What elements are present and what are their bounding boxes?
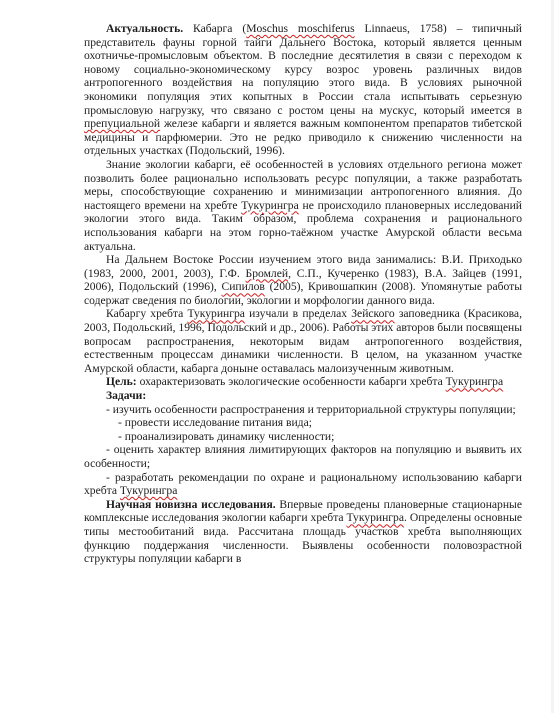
spellcheck-word[interactable]: Moschus moschiferus [246,22,355,35]
spellcheck-word[interactable]: Тукурингра [445,375,504,389]
paragraph-reserve-studies [84,307,522,375]
spellcheck-word[interactable]: Тукурингра [346,511,404,525]
spellcheck-word[interactable]: Тукурингра [187,307,245,321]
text-run: - разработать рекомендации по охране и рациональному использованию кабарги хребта [84,470,522,498]
text-run: Linnaeus, 1758) – типичный представитель фауны горной тайги Дальнего Востока, который является ценным охотничье-промысловым объектом. В последние десятилетия в связи с переходом к новому социально-экономическому курсу возрос уровень различных видов антропогенного воздействия на популяцию этого вида. В условиях рыночной экономики популяция этих копытных в России стала испытывать серьезную промысловую нагрузку, что связано с ростом цены на мускус, который имеется в [84,22,522,117]
text-run: (2005), Кривошапкин (2008). Упомянутые работы содержат сведения по биологии, экологии и морфологии данного вида. [84,280,523,307]
text-run: , С.П., Кучеренко (1983), В.А. Зайцев (1991, 2006), Подольский (1996), [84,266,522,294]
spellcheck-word[interactable]: Зейского [351,307,395,321]
text-run: железе кабарги и является важным компонентом препаратов тибетской медицины и парфюмерии. Это не редко приводило к снижению численности на отдельных участках (Подольский, 1996). [84,117,522,158]
spellcheck-word[interactable]: Сипилов [221,280,265,294]
paragraph-relevance [84,22,522,158]
text-run: Кабарга ( [183,22,247,35]
paragraph-researchers [84,253,522,307]
paragraph-goal [84,375,522,389]
text-run: изучали в пределах [244,307,352,321]
text-run: На Дальнем Востоке России изучением этого вида занимались: В.И. Приходько (1983, 2000, 2001, 2003), Г.Ф. [84,253,522,280]
text-run: Кабаргу хребта [106,307,188,321]
text-run: . Определены основные типы местообитаний вида. Рассчитана площадь участков хребта выполняющих функцию поддержания численности. Выявлены особенности половозрастной структуры популяции кабарги в [84,511,522,566]
document-body [84,22,522,566]
goal-label: Цель: [106,375,137,389]
task-item: - проанализировать динамику численности; [118,429,335,443]
text-run: заповедника (Красикова, 2003, Подольский, 1996, Подольский и др., 2006). Работы этих авторов были посвящены вопросам распространения, некоторым видам антропогенного воздействия, естественным процессам динамики численности. В целом, на указанном участке Амурской области, кабарга доныне оставалась малоизученным животным. [84,307,522,375]
tasks-label: Задачи: [106,389,147,403]
spellcheck-word[interactable]: Бромлей [245,266,289,280]
spellcheck-word[interactable]: препуциальной [84,117,161,131]
spellcheck-word[interactable]: Тукурингра [119,484,178,498]
task-item [84,471,522,498]
task-item: - оценить характер влияния лимитирующих факторов на популяцию и выявить их особенности; [84,443,522,470]
novelty-heading: Научная новизна исследования. [106,497,276,511]
spellcheck-word[interactable]: Тукурингра [241,198,299,212]
text-run: Знание экологии кабарги, её особенностей в условиях отдельного региона может позволить более рационально использовать ресурс популяции, а также разработать меры, способствующие сохранению и минимизации антропогенного влияния. До настоящего времени на хребте [84,157,522,212]
task-item: - изучить особенности распространения и территориальной структуры популяции; [106,402,516,416]
text-run: охарактеризовать экологические особенности кабарги хребта [136,375,446,389]
paragraph-novelty [84,498,522,566]
text-run: не происходило плановерных исследований экологии этого вида. Таким образом, проблема сохранения и рационального использования кабарги на этом горно-таёжном участке Амурской области весьма актуальна. [84,198,522,253]
paragraph-ecology-knowledge [84,158,522,253]
task-item: - провести исследование питания вида; [118,416,312,430]
tasks-heading-line [84,389,522,403]
relevance-heading: Актуальность. [106,22,184,35]
text-run: Впервые проведены плановерные стационарные комплексные исследования экологии кабарги хребта [84,497,522,525]
